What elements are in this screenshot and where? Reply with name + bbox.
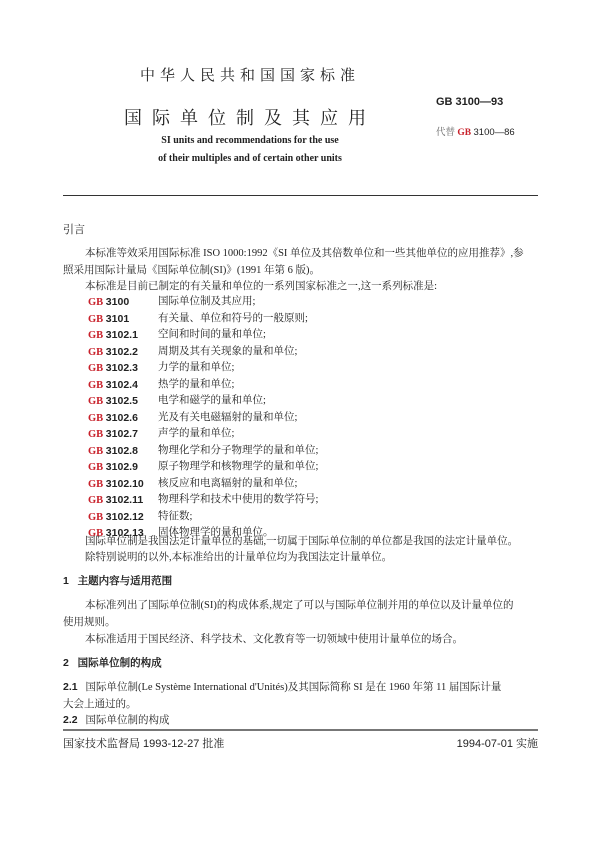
series-list-item <box>88 393 266 409</box>
section1-para1-line1: 本标准列出了国际单位制(SI)的构成体系,规定了可以与国际单位制并用的单位以及计量单位的 <box>85 600 514 611</box>
effective-date: 1994-07-01 实施 <box>456 738 538 750</box>
series-code <box>88 360 150 376</box>
series-list-item <box>88 327 266 343</box>
series-code <box>88 443 150 459</box>
series-number: 3102.2 <box>105 345 138 358</box>
series-title: 国际单位制及其应用; <box>158 296 256 307</box>
footer-divider <box>63 729 538 731</box>
series-prefix: GB <box>88 396 104 407</box>
section2-number: 2 <box>63 657 69 669</box>
intro-para1-line2: 照采用国际计量局《国际单位制(SI)》(1991 年第 6 版)。 <box>63 265 320 276</box>
series-title: 特征数; <box>158 510 193 522</box>
section1-number: 1 <box>63 575 69 587</box>
series-list-item <box>88 311 308 327</box>
intro-para1-line1: 本标准等效采用国际标准 ISO 1000:1992《SI 单位及其倍数单位和一些其他单位的应用推荐》,参 <box>85 248 524 259</box>
series-number: 3102.5 <box>105 395 138 407</box>
series-title: 力学的量和单位; <box>158 362 235 373</box>
series-title: 空间和时间的量和单位; <box>158 329 266 340</box>
section2-2-text: 国际单位制的构成 <box>85 715 170 726</box>
intro-para3: 国际单位制是我国法定计量单位的基础,一切属于国际单位制的单位都是我国的法定计量单位。 <box>85 536 519 547</box>
document-title-cn: 国际单位制及其应用 <box>124 108 376 128</box>
section2-2 <box>63 712 169 727</box>
series-prefix: GB <box>88 528 104 539</box>
series-list-item <box>88 360 234 376</box>
section2-1-line2: 大会上通过的。 <box>63 699 137 710</box>
replaces-prefix: GB <box>457 128 472 138</box>
series-list-item <box>88 294 255 310</box>
series-prefix: GB <box>88 445 104 457</box>
series-title: 光及有关电磁辐射的量和单位; <box>158 411 298 423</box>
series-list-item <box>88 476 297 492</box>
series-prefix: GB <box>88 330 104 341</box>
section1-para2: 本标准适用于国民经济、科学技术、文化教育等一切领域中使用计量单位的场合。 <box>85 634 463 645</box>
section2-title: 国际单位制的构成 <box>77 657 162 669</box>
series-prefix: GB <box>88 313 104 325</box>
series-list-item <box>88 459 318 475</box>
standard-code: GB 3100—93 <box>436 96 504 108</box>
series-list-item <box>88 410 297 426</box>
series-prefix: GB <box>88 297 104 308</box>
series-title: 周期及其有关现象的量和单位; <box>158 345 298 357</box>
series-title: 声学的量和单位; <box>158 428 235 439</box>
replaces-label: 代替 <box>436 128 456 138</box>
series-code <box>88 459 150 475</box>
document-title-en-1: SI units and recommendations for the use <box>161 135 339 146</box>
series-number: 3102.10 <box>105 477 144 490</box>
document-title-en-2: of their multiples and of certain other units <box>158 153 342 164</box>
section2-1-number: 2.1 <box>63 681 78 693</box>
series-number: 3101 <box>105 312 130 325</box>
series-code <box>88 294 150 310</box>
replaces-code: 3100—86 <box>473 127 515 138</box>
header-divider <box>63 195 538 196</box>
series-code <box>88 410 150 426</box>
series-title: 热学的量和单位; <box>158 378 235 390</box>
intro-para2: 本标准是目前已制定的有关量和单位的一系列国家标准之一,这一系列标准是: <box>85 281 438 292</box>
intro-heading: 引言 <box>63 224 85 236</box>
series-number: 3102.6 <box>105 411 138 424</box>
series-title: 原子物理学和核物理学的量和单位; <box>158 461 319 472</box>
series-list-item <box>88 509 192 525</box>
series-list-item <box>88 443 318 459</box>
series-number: 3102.1 <box>105 329 138 341</box>
series-prefix: GB <box>88 412 104 424</box>
series-code <box>88 344 150 360</box>
series-number: 3102.7 <box>105 428 138 440</box>
series-prefix: GB <box>88 511 104 523</box>
section2-1 <box>63 679 501 694</box>
series-title: 核反应和电离辐射的量和单位; <box>158 477 298 489</box>
series-number: 3102.8 <box>105 444 138 457</box>
series-number: 3102.3 <box>105 362 138 374</box>
series-list-item <box>88 377 234 393</box>
series-number: 3102.4 <box>105 378 138 391</box>
section2-1-line1: 国际单位制(Le Système International d'Unités)及其国际简称 SI 是在 1960 年第 11 届国际计量 <box>85 682 502 693</box>
series-prefix: GB <box>88 379 104 391</box>
series-list-item <box>88 344 297 360</box>
series-title: 电学和磁学的量和单位; <box>158 395 266 406</box>
series-code <box>88 377 150 393</box>
series-prefix: GB <box>88 462 104 473</box>
series-code <box>88 476 150 492</box>
national-standard-label: 中华人民共和国国家标准 <box>139 67 360 84</box>
series-number: 3102.12 <box>105 510 144 523</box>
series-title: 物理化学和分子物理学的量和单位; <box>158 444 319 456</box>
series-number: 3100 <box>105 296 130 308</box>
section1-title: 主题内容与适用范围 <box>77 575 173 587</box>
series-code <box>88 426 150 442</box>
series-prefix: GB <box>88 478 104 490</box>
series-title: 固体物理学的量和单位。 <box>158 527 274 538</box>
series-prefix: GB <box>88 429 104 440</box>
series-number: 3102.11 <box>105 494 144 506</box>
series-code <box>88 393 150 409</box>
intro-para4: 除特别说明的以外,本标准给出的计量单位均为我国法定计量单位。 <box>85 552 393 563</box>
series-code <box>88 327 150 343</box>
series-list-item <box>88 426 234 442</box>
series-prefix: GB <box>88 346 104 358</box>
series-code <box>88 311 150 327</box>
series-title: 物理科学和技术中使用的数学符号; <box>158 494 319 505</box>
replaces-note <box>436 124 515 138</box>
series-prefix: GB <box>88 363 104 374</box>
series-number: 3102.13 <box>105 527 144 539</box>
series-prefix: GB <box>88 495 104 506</box>
series-list-item <box>88 492 318 508</box>
series-title: 有关量、单位和符号的一般原则; <box>158 312 308 324</box>
approval-date: 国家技术监督局 1993-12-27 批准 <box>63 738 225 750</box>
section1-heading <box>63 573 172 588</box>
series-code <box>88 509 150 525</box>
section1-para1-line2: 使用规则。 <box>63 617 116 628</box>
series-number: 3102.9 <box>105 461 138 473</box>
series-code <box>88 492 150 508</box>
section2-heading <box>63 655 162 670</box>
section2-2-number: 2.2 <box>63 714 78 726</box>
